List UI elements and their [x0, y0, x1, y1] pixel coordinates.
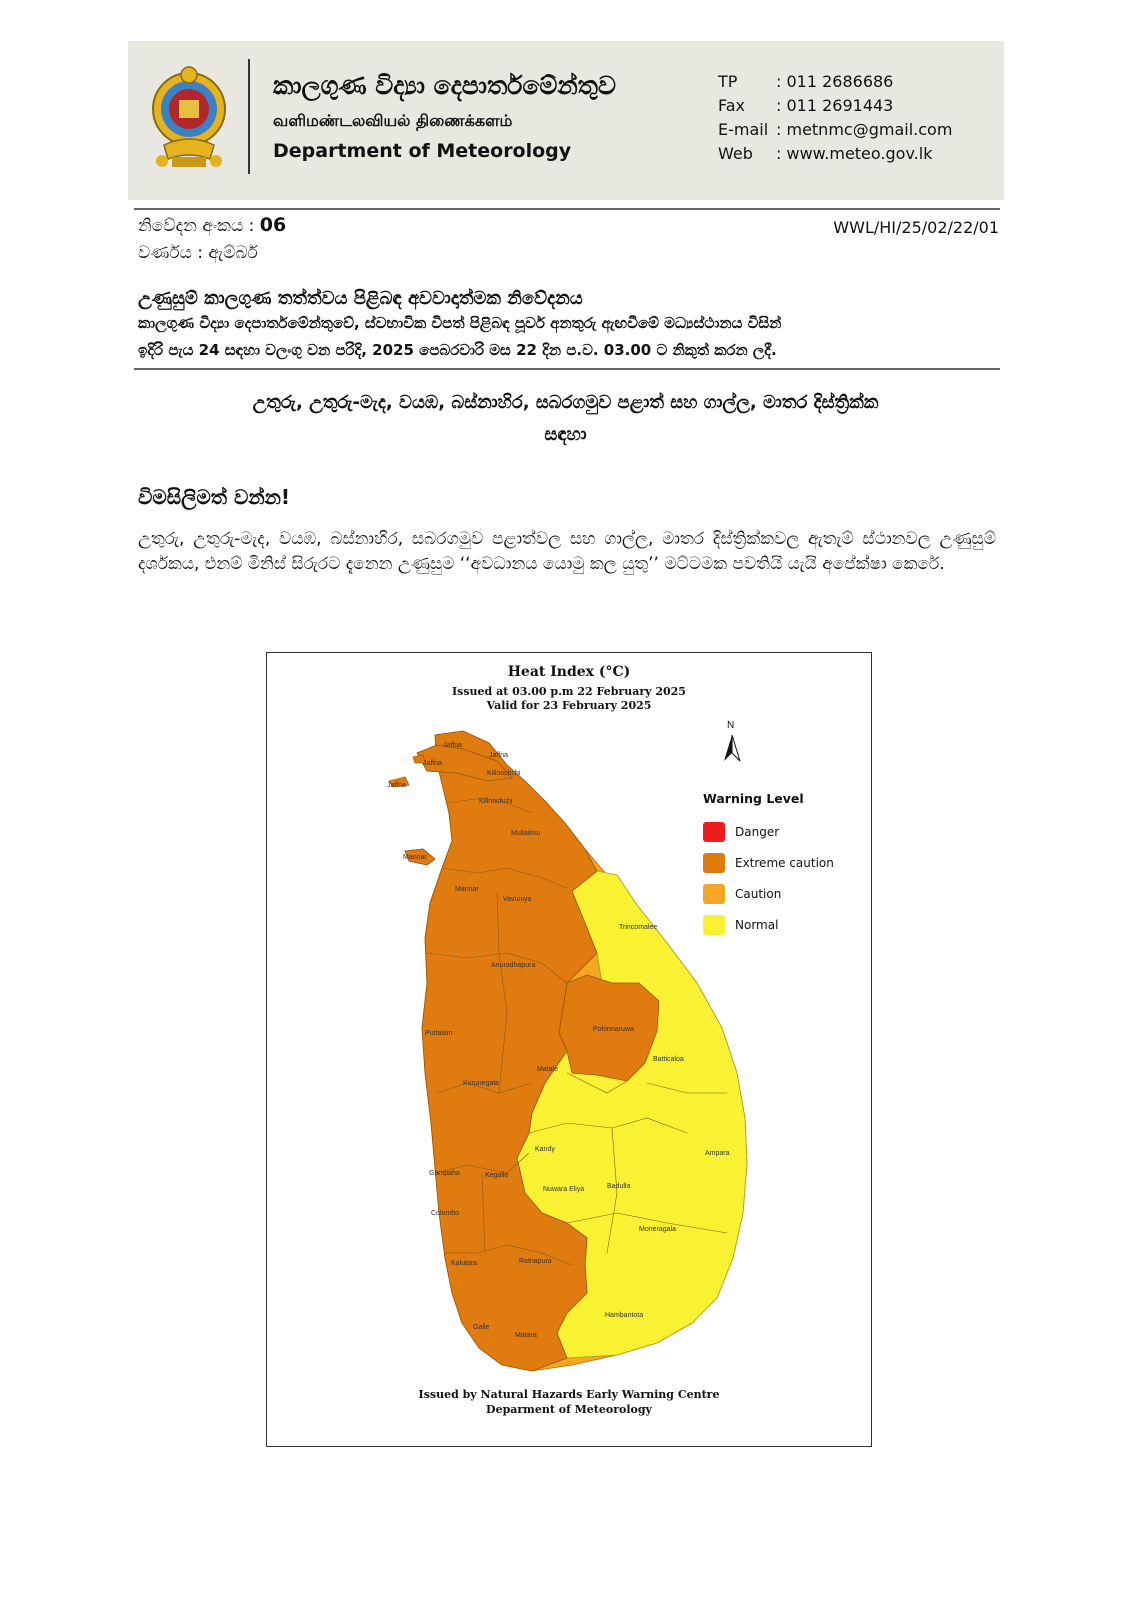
label-mullaitivu: Mullaitivu	[511, 830, 541, 837]
label-galle: Galle	[473, 1324, 490, 1331]
label-badulla: Badulla	[607, 1183, 631, 1190]
label-jaffna-1: Jaffna	[443, 742, 462, 749]
notice-reference: WWL/HI/25/02/22/01	[833, 218, 999, 237]
label-puttalam: Puttalam	[425, 1030, 453, 1037]
legend-item-caution: Caution	[703, 878, 834, 909]
label-jaffna-2: Jaffna	[489, 752, 508, 759]
middle-rule	[134, 368, 1000, 370]
contact-phone: TP : 011 2686686	[718, 72, 894, 91]
legend-title: Warning Level	[703, 791, 804, 806]
label-kurunegala: Kurunegala	[463, 1080, 499, 1087]
notice-body: උතුරු, උතුරු-මැද, වයඹ, බස්නාහිර, සබරගමුව පළාත්වල සහ ගාල්ල, මාතර දිස්ත්‍රික්කවල ඇතැම් ස්ථානවල උණුසුම් දර්ශකය, එනම් මිනිස් සිරුරට දැනෙන උණුසුම ‘‘අවධානය යොමු කල යුතු’’ මට්ටමක පවතියි යැයි අපේක්ෂා කෙරේ.	[138, 529, 996, 574]
letterhead	[128, 41, 1004, 200]
label-hambantota: Hambantota	[605, 1312, 644, 1319]
sri-lanka-district-map	[267, 653, 871, 1446]
label-colombo: Colombo	[431, 1210, 460, 1217]
contact-email: E-mail : metnmc@gmail.com	[718, 120, 953, 139]
notice-number: නිවේදන අංකය : 06	[138, 214, 287, 236]
label-ampara: Ampara	[705, 1150, 730, 1157]
header-divider	[248, 59, 250, 174]
contact-web: Web : www.meteo.gov.lk	[718, 144, 933, 163]
north-label: N	[727, 720, 735, 731]
department-name-tamil: வளிமண்டலவியல் திணைக்களம்	[273, 111, 513, 130]
notice-color-level: වර්ණය : ඇම්බර්	[138, 243, 258, 263]
label-kilinochchi-1: Kilinochchi	[487, 770, 521, 777]
affected-areas-line2: සඳහා	[544, 424, 587, 445]
label-kegalle: Kegalle	[485, 1172, 509, 1179]
legend-item-normal: Normal	[703, 909, 834, 940]
label-mannar-2: Mannar	[455, 886, 479, 893]
notice-title: උණුසුම් කාලගුණ තත්ත්වය පිළිබඳ අවවාදාත්මක නිවේදනය	[138, 288, 583, 309]
map-footer-department: Deparment of Meteorology	[486, 1403, 652, 1416]
notice-subtitle-line1: කාලගුණ විද්‍යා දෙපාර්තමේන්තුවේ, ස්වභාවික විපත් පිළිබඳ පූර්ව අනතුරු ඇඟවීමේ මධ්‍යස්ථානය විසින්	[138, 314, 782, 332]
label-polonnaruwa: Polonnaruwa	[593, 1026, 634, 1033]
map-title: Heat Index (°C)	[507, 664, 631, 680]
label-kilinochchi-2: Kilinochchi	[479, 798, 513, 805]
label-ratnapura: Ratnapura	[519, 1258, 552, 1265]
label-jaffna-3: Jaffna	[423, 760, 442, 767]
legend-item-extreme-caution: Extreme caution	[703, 847, 834, 878]
label-nuwara-eliya: Nuwara Eliya	[543, 1186, 585, 1193]
label-batticaloa: Batticaloa	[653, 1056, 684, 1063]
department-name-sinhala: කාලගුණ විද්‍යා දෙපාර්තමේන්තුව	[273, 71, 616, 100]
label-kandy: Kandy	[535, 1146, 555, 1153]
label-moneragala: Moneragala	[639, 1226, 676, 1233]
map-footer-issuer: Issued by Natural Hazards Early Warning Centre	[418, 1388, 720, 1401]
label-vavuniya: Vavuniya	[503, 896, 532, 903]
label-kalutara: Kalutara	[451, 1260, 478, 1267]
label-trincomalee: Trincomalee	[619, 924, 658, 931]
map-valid-time: Valid for 23 February 2025	[486, 699, 652, 712]
department-name-english: Department of Meteorology	[273, 140, 572, 162]
label-matale: Matale	[537, 1066, 559, 1073]
label-matara: Matara	[515, 1332, 537, 1339]
contact-fax: Fax : 011 2691443	[718, 96, 894, 115]
label-mannar-1: Mannar	[403, 854, 427, 861]
contact-details	[718, 70, 952, 166]
top-rule	[134, 208, 1000, 210]
label-anuradhapura: Anuradhapura	[491, 962, 536, 969]
notice-subtitle-line2: ඉදිරි පැය 24 සඳහා වලංගු වන පරිදි, 2025 පෙබරවාරි මස 22 දින ප.ව. 03.00 ට නිකුත් කරන ලදී.	[138, 341, 777, 359]
label-jaffna-4: Jaffna	[387, 782, 406, 789]
label-gampaha: Gampaha	[429, 1170, 460, 1177]
legend-item-danger: Danger	[703, 816, 834, 847]
heat-index-map	[266, 652, 872, 1447]
national-emblem-icon	[150, 63, 228, 171]
affected-areas-line1: උතුරු, උතුරු-මැද, වයඹ, බස්නාහිර, සබරගමුව පළාත් සහ ගාල්ල, මාතර දිස්ත්‍රික්ක	[252, 392, 879, 413]
alert-heading: විමසිලිමත් වන්න!	[138, 485, 290, 509]
map-issued-time: Issued at 03.00 p.m 22 February 2025	[452, 685, 686, 698]
